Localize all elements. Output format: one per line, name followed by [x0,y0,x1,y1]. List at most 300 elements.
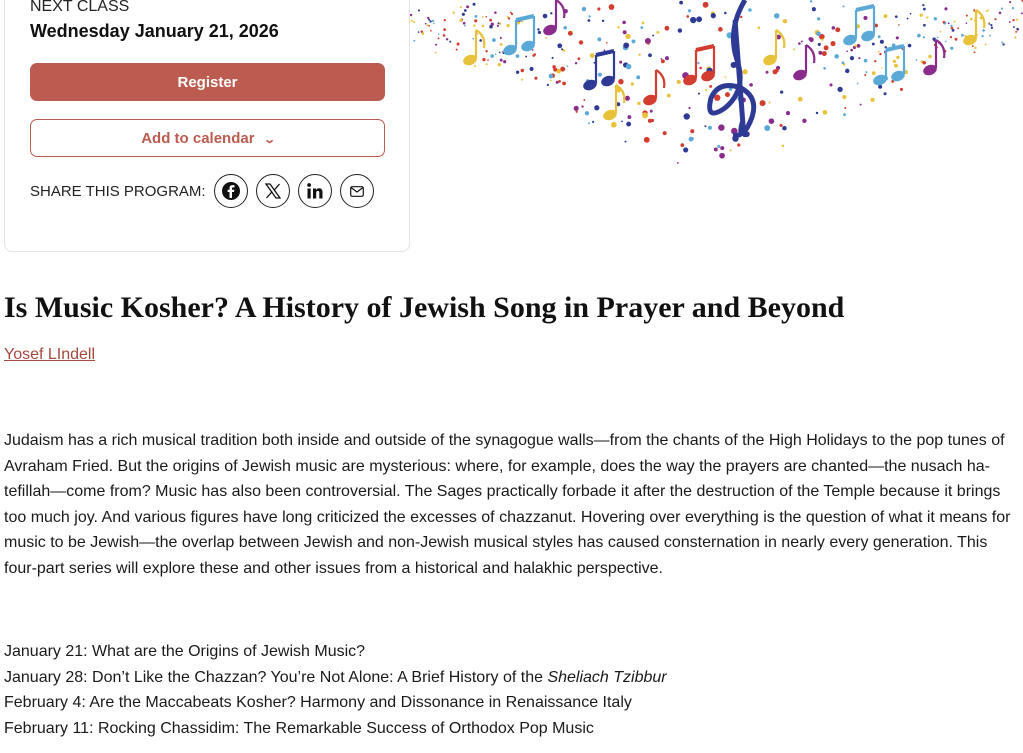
paint-splatter [479,39,482,42]
paint-splatter [719,153,725,159]
paint-splatter [944,7,947,10]
paint-splatter [821,38,823,40]
paint-splatter [1017,28,1019,30]
paint-splatter [464,9,467,12]
paint-splatter [457,43,460,46]
paint-splatter [444,19,446,21]
paint-splatter [507,24,510,27]
paint-splatter [870,98,874,102]
paint-splatter [500,59,503,62]
paint-splatter [594,105,599,110]
paint-splatter [923,8,926,11]
paint-splatter [798,97,803,102]
paint-splatter [640,26,643,29]
paint-splatter [438,33,440,35]
paint-splatter [625,96,630,101]
paint-splatter [435,52,437,54]
paint-splatter [665,56,669,60]
paint-splatter [922,4,924,6]
paint-splatter [810,0,812,2]
paint-splatter [780,124,783,127]
paint-splatter [884,92,887,95]
music-note-icon [542,0,565,37]
paint-splatter [742,69,747,74]
paint-splatter [651,119,654,122]
paint-splatter [764,125,770,131]
paint-splatter [626,122,631,127]
session-list [4,639,667,741]
paint-splatter [636,75,640,79]
paint-splatter [894,64,898,68]
paint-splatter [878,85,882,89]
paint-splatter [611,122,617,128]
paint-splatter [865,71,867,73]
paint-splatter [602,20,604,22]
paint-splatter [606,42,608,44]
paint-splatter [957,27,959,29]
paint-splatter [532,54,535,57]
paint-splatter [714,147,718,151]
paint-splatter [961,34,964,37]
paint-splatter [793,48,795,50]
paint-splatter [433,23,435,25]
paint-splatter [907,18,909,20]
paint-splatter [561,48,563,50]
paint-splatter [430,30,432,32]
paint-splatter [583,99,585,101]
paint-splatter [427,24,429,26]
paint-splatter [830,41,835,46]
paint-splatter [680,143,684,147]
paint-splatter [418,9,420,11]
paint-splatter [872,43,875,46]
paint-splatter [582,7,586,11]
paint-splatter [604,49,606,51]
paint-splatter [926,16,928,18]
paint-splatter [688,107,690,109]
music-notes-hero-image [410,0,1023,253]
paint-splatter [812,7,816,11]
paint-splatter [916,59,918,61]
paint-splatter [588,15,590,17]
paint-splatter [485,50,487,52]
paint-splatter [696,16,702,22]
paint-splatter [427,17,429,19]
paint-splatter [632,39,636,43]
paint-splatter [878,35,881,38]
paint-splatter [585,111,589,115]
paint-splatter [994,18,996,20]
paint-splatter [730,149,732,151]
treble-clef-icon [710,0,754,135]
paint-splatter [597,37,601,41]
paint-splatter [985,43,987,45]
paint-splatter [534,77,537,80]
paint-splatter [711,13,716,18]
paint-splatter [642,112,648,118]
paint-splatter [537,28,539,30]
paint-splatter [737,143,740,146]
paint-splatter [874,60,876,62]
paint-splatter [982,29,985,32]
paint-splatter [429,20,431,22]
paint-splatter [841,61,844,64]
paint-splatter [631,82,634,85]
paint-splatter [842,5,844,7]
paint-splatter [482,58,485,61]
paint-splatter [549,74,554,79]
paint-splatter [474,19,477,22]
paint-splatter [990,24,992,26]
paint-splatter [432,20,434,22]
paint-splatter [425,23,427,25]
paint-splatter [413,21,415,23]
paint-splatter [843,113,846,116]
paint-splatter [884,14,888,18]
paint-splatter [684,113,690,119]
paint-splatter [864,74,866,76]
paint-splatter [937,37,939,39]
paint-splatter [893,60,896,63]
paint-splatter [863,16,867,20]
paint-splatter [822,51,827,56]
paint-splatter [1015,31,1017,33]
paint-splatter [798,42,801,45]
paint-splatter [460,6,462,8]
paint-splatter [638,53,640,55]
paint-splatter [411,20,413,22]
paint-splatter [516,71,519,74]
paint-splatter [991,27,993,29]
paint-splatter [896,56,899,59]
music-note-icon [792,45,815,82]
paint-splatter [621,120,623,122]
paint-splatter [782,145,784,147]
share-bar [30,174,382,208]
paint-splatter [462,13,465,16]
paint-splatter [500,43,503,46]
paint-splatter [545,37,547,39]
paint-splatter [1009,1,1011,3]
paint-splatter [516,54,520,58]
paint-splatter [438,37,440,39]
paint-splatter [816,112,818,114]
session-item: January 28: Don’t Like the Chazzan? You’re Not Alone: A Brief History of the Sheliach Tzibbur [4,668,667,686]
paint-splatter [482,25,485,28]
program-description: Judaism has a rich musical tradition both inside and outside of the synagogue walls—from the chants of the High Holidays to the pop tunes of Avraham Fried. But the origins of Jewish music are mysterious: where, for example, does the way the prayers are chanted—the nusach ha-tefillah—come from? Music has also been controversial. The Sages practically forbade it after the destruction of the Temple because it brings too much joy. And various figures have long criticized the excesses of chazzanut. Hovering over everything is the question of what it means for music to be Jewish—the overlap between Jewish and non-Jewish musical styles has caused consternation in nearly every generation. This four-part series will explore these and other issues from a historical and halakhic perspective. [4,432,1011,577]
paint-splatter [459,19,462,22]
paint-splatter [588,122,590,124]
paint-splatter [474,65,476,67]
paint-splatter [492,38,496,42]
paint-splatter [578,57,581,60]
paint-splatter [942,21,945,24]
paint-splatter [708,126,712,130]
paint-splatter [895,15,898,18]
paint-splatter [974,47,976,49]
paint-splatter [563,26,567,30]
paint-splatter [835,27,840,32]
paint-splatter [679,1,683,5]
paint-splatter [1012,19,1014,21]
paint-splatter [703,2,709,8]
session-item: February 11: Rocking Chassidim: The Remarkable Success of Orthodox Pop Music [4,719,594,737]
paint-splatter [623,42,629,48]
paint-splatter [999,12,1002,15]
add-to-calendar-label: Add to calendar [141,129,255,147]
share-label: SHARE THIS PROGRAM: [30,182,206,200]
paint-splatter [880,40,884,44]
paint-splatter [543,14,548,19]
paint-splatter [749,83,753,87]
paint-splatter [428,25,430,27]
paint-splatter [652,35,654,37]
paint-splatter [1012,7,1014,9]
paint-splatter [954,21,956,23]
paint-splatter [642,21,645,24]
paint-splatter [463,22,466,25]
paint-splatter [717,145,720,148]
paint-splatter [511,13,513,15]
paint-splatter [758,26,761,29]
paint-splatter [552,57,554,59]
next-class-date: Wednesday January 21, 2026 [30,21,279,41]
add-to-calendar-button[interactable] [30,119,385,157]
paint-splatter [945,41,947,43]
paint-splatter [650,110,653,113]
paint-splatter [1001,42,1003,44]
music-note-icon [922,40,945,77]
paint-splatter [809,37,813,41]
paint-splatter [720,146,724,150]
music-note-icon [682,46,717,87]
paint-splatter [881,67,883,69]
paint-splatter [581,105,583,107]
paint-splatter [562,82,566,86]
paint-splatter [748,8,751,11]
paint-splatter [709,85,712,88]
paint-splatter [558,80,561,83]
paint-splatter [592,121,594,123]
paint-splatter [864,59,868,63]
paint-splatter [489,25,493,29]
paint-splatter [622,21,626,25]
paint-splatter [818,51,822,55]
paint-splatter [774,13,780,19]
paint-splatter [898,24,900,26]
paint-splatter [823,67,826,70]
paint-splatter [677,80,681,84]
paint-splatter [850,49,853,52]
music-note-icon [582,51,617,92]
paint-splatter [443,28,446,31]
paint-splatter [923,24,926,27]
paint-splatter [896,36,899,39]
x-icon[interactable] [256,174,290,208]
paint-splatter [846,50,848,52]
paint-splatter [498,63,501,66]
paint-splatter [786,111,790,115]
paint-splatter [845,69,849,73]
paint-splatter [503,60,506,63]
paint-splatter [575,62,577,64]
paint-splatter [697,62,699,64]
paint-splatter [521,79,523,81]
author-link[interactable]: Yosef LIndell [4,346,96,363]
paint-splatter [574,106,579,111]
paint-splatter [844,107,846,109]
paint-splatter [783,19,787,23]
paint-splatter [878,51,880,53]
paint-splatter [656,31,659,34]
paint-splatter [923,36,925,38]
paint-splatter [473,25,475,27]
paint-splatter [626,64,632,70]
paint-splatter [818,43,821,46]
next-class-label: NEXT CLASS [30,0,130,15]
paint-splatter [418,31,420,33]
paint-splatter [466,5,469,8]
paint-splatter [910,13,912,15]
paint-splatter [566,65,568,67]
paint-splatter [842,95,846,99]
paint-splatter [678,28,682,32]
paint-splatter [489,19,492,22]
paint-splatter [858,57,860,59]
paint-splatter [475,15,478,18]
paint-splatter [494,11,497,14]
paint-splatter [435,44,437,46]
paint-splatter [619,61,622,64]
paint-splatter [704,125,706,127]
paint-splatter [521,21,523,23]
paint-splatter [823,110,828,115]
paint-splatter [1001,7,1003,9]
paint-splatter [688,9,691,12]
paint-splatter [482,16,484,18]
paint-splatter [625,141,627,143]
paint-splatter [725,76,727,78]
paint-splatter [623,30,627,34]
paint-splatter [698,93,700,95]
paint-splatter [948,22,950,24]
paint-splatter [464,25,466,27]
paint-splatter [824,45,829,50]
paint-splatter [647,42,649,44]
paint-splatter [617,26,619,28]
paint-splatter [802,119,806,123]
paint-splatter [782,126,786,130]
paint-splatter [487,59,489,61]
session-item: February 4: Are the Maccabeats Kosher? Harmony and Dissonance in Renaissance Italy [4,694,632,711]
paint-splatter [769,118,775,124]
paint-splatter [1014,36,1016,38]
paint-splatter [667,94,671,98]
paint-splatter [443,34,446,37]
music-note-icon [642,70,665,107]
paint-splatter [550,12,552,14]
paint-splatter [974,51,976,53]
chevron-down-icon: ⌄ [262,133,276,146]
paint-splatter [485,16,487,18]
paint-splatter [950,25,952,27]
paint-splatter [920,13,923,16]
paint-splatter [490,54,494,58]
paint-splatter [497,25,499,27]
music-note-icon [602,85,625,122]
paint-splatter [970,18,973,21]
paint-splatter [446,38,448,40]
linkedin-icon[interactable] [298,174,332,208]
paint-splatter [986,10,988,12]
paint-splatter [900,88,903,91]
paint-splatter [830,83,833,86]
paint-splatter [473,3,476,6]
paint-splatter [557,43,562,48]
paint-splatter [780,90,783,93]
paint-splatter [538,31,541,34]
paint-splatter [590,53,595,58]
paint-splatter [495,53,497,55]
paint-splatter [928,55,932,59]
paint-splatter [644,137,650,143]
paint-splatter [816,31,821,36]
paint-splatter [452,11,454,13]
paint-splatter [740,16,742,18]
page-title: Is Music Kosher? A History of Jewish Song in Prayer and Beyond [4,291,845,324]
paint-splatter [677,162,679,164]
music-note-icon [872,46,907,87]
paint-splatter [420,30,422,32]
paint-splatter [525,56,527,58]
paint-splatter [972,45,974,47]
paint-splatter [413,40,415,42]
paint-splatter [940,31,942,33]
paint-splatter [850,56,854,60]
paint-splatter [618,79,623,84]
paint-splatter [498,22,500,24]
paint-splatter [817,17,820,20]
email-icon[interactable] [340,174,374,208]
paint-splatter [576,111,578,113]
paint-splatter [627,115,631,119]
paint-splatter [588,19,591,22]
music-note-icon [762,30,785,67]
paint-splatter [1013,26,1015,28]
paint-splatter [989,35,991,37]
paint-splatter [955,38,958,41]
paint-splatter [837,87,842,92]
paint-splatter [952,29,955,32]
register-button[interactable]: Register [30,63,385,101]
facebook-icon[interactable] [214,174,248,208]
paint-splatter [690,17,696,23]
paint-splatter [1009,21,1011,23]
paint-splatter [989,22,991,24]
paint-splatter [724,12,727,15]
paint-splatter [917,34,921,38]
paint-splatter [718,27,723,32]
paint-splatter [981,35,983,37]
paint-splatter [950,47,953,50]
paint-splatter [950,36,952,38]
paint-splatter [934,17,937,20]
paint-splatter [486,63,488,65]
paint-splatter [908,44,912,48]
paint-splatter [686,15,689,18]
paint-splatter [832,26,836,30]
paint-splatter [1002,43,1004,45]
